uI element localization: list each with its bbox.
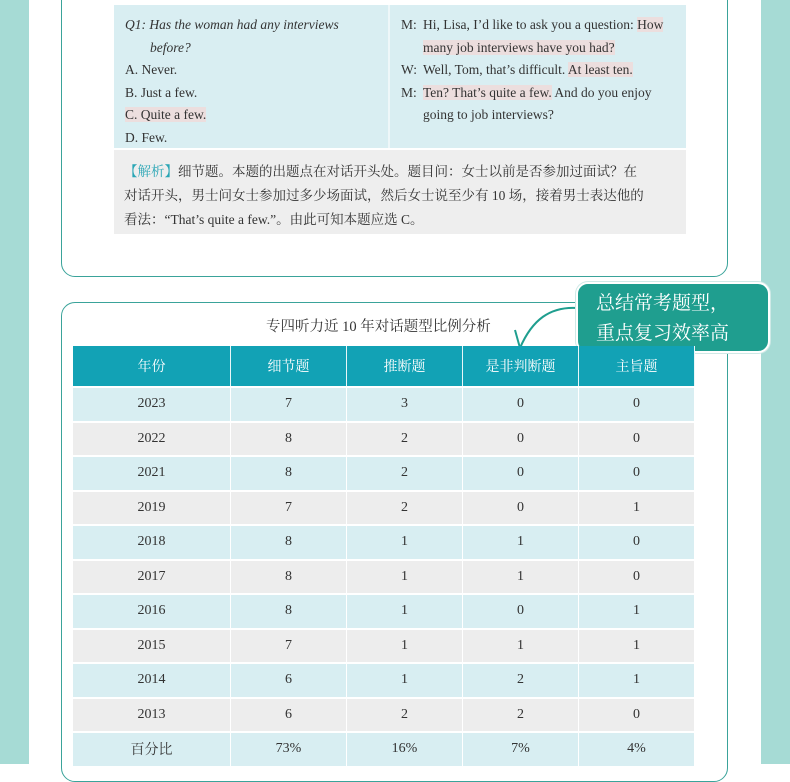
table-cell: 0: [579, 698, 695, 733]
question-panel: [114, 5, 390, 148]
speaker-label: M:: [401, 17, 417, 32]
table-cell: 2019: [73, 491, 231, 526]
table-cell: 1: [463, 560, 579, 595]
header-inference: 推断题: [347, 346, 463, 387]
table-row: [73, 663, 695, 698]
speaker-label: M:: [401, 84, 417, 100]
option-d: D. Few.: [125, 129, 168, 145]
table-cell: 0: [463, 594, 579, 629]
table-cell: 0: [463, 456, 579, 491]
table-cell: 2017: [73, 560, 231, 595]
table-cell: 1: [579, 594, 695, 629]
dialogue-text: And do you enjoy: [551, 84, 652, 100]
table-cell: 8: [231, 594, 347, 629]
table-cell: 0: [463, 422, 579, 457]
callout-line-2: 重点复习效率高: [596, 322, 730, 344]
dialogue-text: Ten? That’s quite a few.: [423, 84, 552, 100]
dialogue-text: many job interviews have you had?: [423, 39, 615, 55]
header-year: 年份: [73, 346, 231, 387]
callout-line-1: 总结常考题型，: [596, 292, 730, 314]
question-box: [114, 5, 686, 148]
dialogue-line: [401, 59, 676, 82]
table-cell: 2015: [73, 629, 231, 664]
dialogue-panel: [390, 5, 686, 148]
table-cell: 2: [463, 663, 579, 698]
dialogue-text: At least ten.: [567, 62, 633, 77]
table-cell: 1: [347, 525, 463, 560]
table-header-row: [73, 346, 695, 387]
right-side-band: [761, 0, 790, 764]
table-cell: 2018: [73, 525, 231, 560]
table-cell: 2013: [73, 698, 231, 733]
table-cell: 0: [579, 387, 695, 422]
table-cell: 1: [579, 663, 695, 698]
dialogue-line: [401, 14, 676, 37]
table-cell: 2016: [73, 594, 231, 629]
analysis-line-1: 【解析】细节题。本题的出题点在对话开头处。题目问：女士以前是否参加过面试？在: [124, 164, 637, 179]
table-cell: 6: [231, 698, 347, 733]
table-cell: 3: [347, 387, 463, 422]
table-cell: 8: [231, 560, 347, 595]
table-cell: 8: [231, 422, 347, 457]
table-cell: 8: [231, 456, 347, 491]
table-row: [73, 594, 695, 629]
header-main-idea: 主旨题: [579, 346, 695, 387]
table-cell: 4%: [579, 732, 695, 766]
left-side-band: [0, 0, 29, 764]
table-cell: 0: [579, 456, 695, 491]
table-cell: 2023: [73, 387, 231, 422]
table-cell: 8: [231, 525, 347, 560]
question-type-table: [73, 346, 695, 766]
table-row: [73, 629, 695, 664]
table-cell: 1: [347, 560, 463, 595]
table-cell: 2021: [73, 456, 231, 491]
summary-callout: [576, 282, 770, 353]
table-row: [73, 456, 695, 491]
table-cell: 7: [231, 629, 347, 664]
table-cell: 73%: [231, 732, 347, 766]
table-cell: 1: [347, 594, 463, 629]
table-cell: 0: [463, 491, 579, 526]
dialogue-text: How: [637, 17, 664, 32]
dialogue-line: [401, 82, 676, 105]
table-cell: 7%: [463, 732, 579, 766]
table-row: [73, 387, 695, 422]
table-percentage-row: [73, 732, 695, 766]
dialogue-line-cont: [401, 104, 676, 127]
table-cell: 6: [231, 663, 347, 698]
dialogue-text: Well, Tom, that’s difficult.: [423, 62, 568, 77]
table-cell: 1: [463, 525, 579, 560]
table-row: [73, 560, 695, 595]
table-cell: 0: [579, 560, 695, 595]
option-c: C. Quite a few.: [125, 107, 207, 122]
header-detail: 细节题: [231, 346, 347, 387]
speaker-label: W:: [401, 62, 417, 77]
table-cell: 0: [463, 387, 579, 422]
analysis-note: [114, 150, 686, 234]
header-true-false: 是非判断题: [463, 346, 579, 387]
dialogue-text: going to job interviews?: [423, 107, 554, 122]
table-cell: 1: [579, 491, 695, 526]
dialogue-text: Hi, Lisa, I’d like to ask you a question:: [423, 17, 638, 32]
table-cell: 2: [463, 698, 579, 733]
analysis-line-2: 对话开头，男士问女士参加过多少场面试，然后女士说至少有 10 场，接着男士表达他的: [124, 188, 644, 203]
table-row: [73, 525, 695, 560]
option-b: B. Just a few.: [125, 84, 198, 100]
table-cell: 1: [347, 663, 463, 698]
table-cell: 7: [231, 491, 347, 526]
table-cell: 1: [579, 629, 695, 664]
table-cell: 0: [579, 422, 695, 457]
table-cell: 2: [347, 422, 463, 457]
analysis-line-3: 看法：“That’s quite a few.”。由此可知本题应选 C。: [124, 212, 424, 227]
table-title: 专四听力近 10 年对话题型比例分析: [266, 319, 491, 335]
table-cell: 2: [347, 456, 463, 491]
table-cell: 1: [347, 629, 463, 664]
table-cell: 2022: [73, 422, 231, 457]
dialogue-line-cont: [401, 37, 676, 60]
question-prompt-cont: before?: [150, 39, 191, 55]
table-cell: 2: [347, 698, 463, 733]
table-row: [73, 698, 695, 733]
option-a: A. Never.: [125, 62, 178, 77]
table-row: [73, 422, 695, 457]
question-prompt: Q1: Has the woman had any interviews: [125, 17, 339, 32]
table-cell: 0: [579, 525, 695, 560]
table-cell: 1: [463, 629, 579, 664]
table-cell: 16%: [347, 732, 463, 766]
table-row: [73, 491, 695, 526]
table-cell: 7: [231, 387, 347, 422]
table-cell: 百分比: [73, 732, 231, 766]
table-cell: 2: [347, 491, 463, 526]
analysis-tag: 【解析】: [124, 164, 178, 179]
table-cell: 2014: [73, 663, 231, 698]
